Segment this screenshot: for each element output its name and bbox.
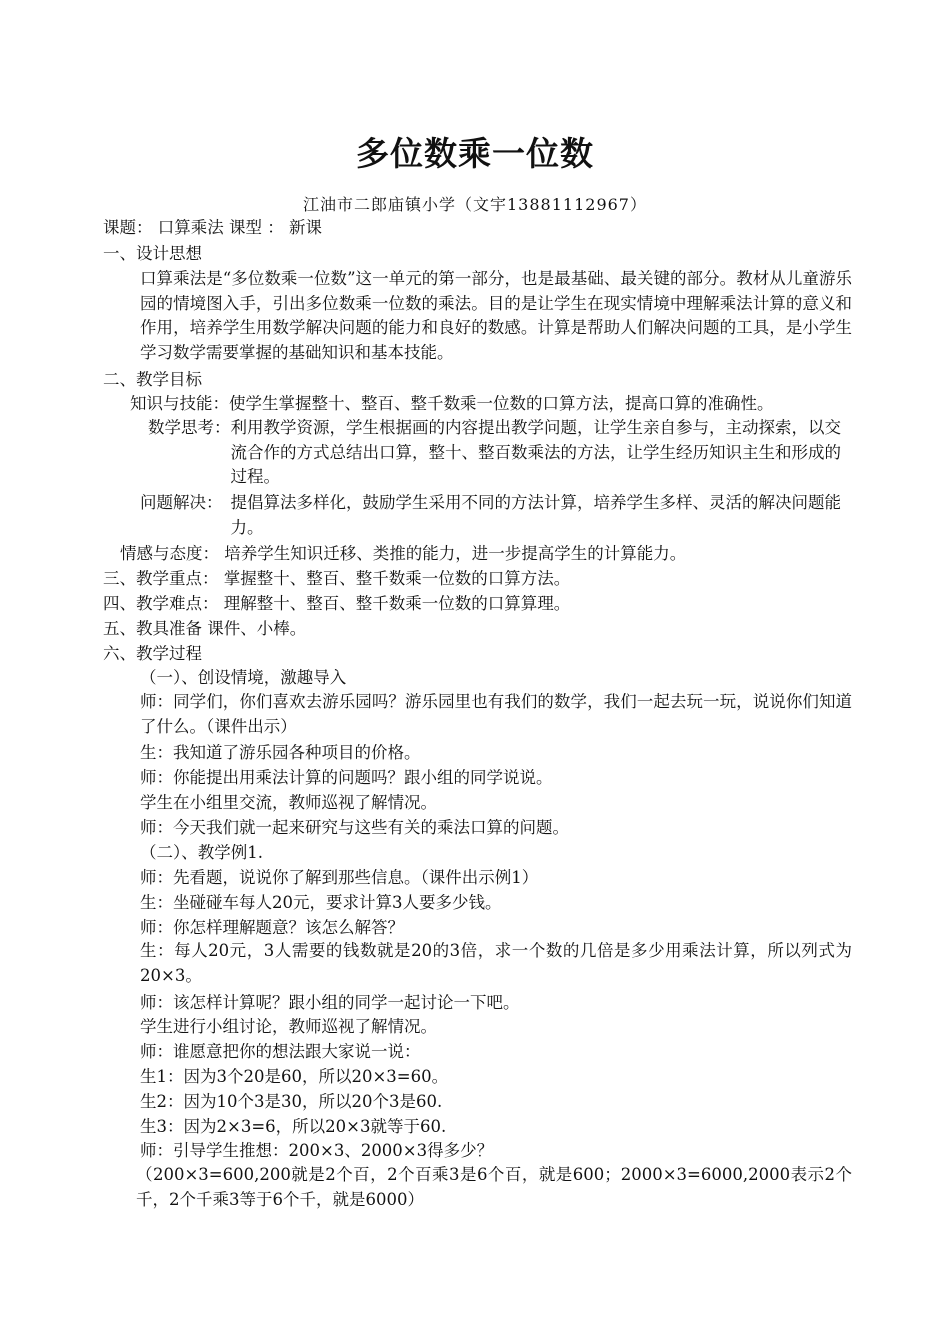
teacher-line: 师：先看题，说说你了解到那些信息。（课件出示例1） bbox=[140, 868, 539, 887]
goal-knowledge: 知识与技能：使学生掌握整十、整百、整千数乘一位数的口算方法，提高口算的准确性。 bbox=[130, 394, 774, 413]
section-difficulty: 四、教学难点： 理解整十、整百、整千数乘一位数的口算算理。 bbox=[103, 594, 571, 613]
section-goals-heading: 二、教学目标 bbox=[103, 370, 202, 389]
section-process-heading: 六、教学过程 bbox=[103, 644, 202, 663]
process-step-1: （一）、创设情境，激趣导入 bbox=[140, 668, 347, 687]
goal-math-label: 数学思考： bbox=[148, 418, 231, 437]
student-line: 生：我知道了游乐园各种项目的价格。 bbox=[140, 743, 421, 762]
teacher-line: 师：今天我们就一起来研究与这些有关的乘法口算的问题。 bbox=[140, 818, 569, 837]
goal-problem bbox=[140, 491, 852, 540]
teacher-line: 师：该怎样计算呢？跟小组的同学一起讨论一下吧。 bbox=[140, 993, 520, 1012]
student-line: 生：坐碰碰车每人20元，要求计算3人要多少钱。 bbox=[140, 893, 502, 912]
goal-math bbox=[148, 416, 852, 490]
student-answer-1: 生1：因为3个20是60，所以20×3=60。 bbox=[140, 1067, 449, 1086]
teacher-line: 师：谁愿意把你的想法跟大家说一说： bbox=[140, 1042, 421, 1061]
student-answer-2: 生2：因为10个3是30，所以20个3是60. bbox=[140, 1092, 443, 1111]
author-line: 江油市二郎庙镇小学（文宇13881112967） bbox=[303, 195, 647, 214]
lesson-info: 课题： 口算乘法 课型 ： 新课 bbox=[103, 218, 322, 237]
goal-problem-text: 提倡算法多样化，鼓励学生采用不同的方法计算，培养学生多样、灵活的解决问题能力。 bbox=[230, 493, 841, 537]
class-note: 学生在小组里交流，教师巡视了解情况。 bbox=[140, 793, 437, 812]
process-step-2: （二）、教学例1. bbox=[140, 843, 263, 862]
section-design-text: 口算乘法是“多位数乘一位数”这一单元的第一部分，也是最基础、最关键的部分。教材从儿童游乐园的情境图入手，引出多位数乘一位数的乘法。目的是让学生在现实情境中理解乘法计算的意义和作用，培养学生用数学解决问题的能力和良好的数感。计算是帮助人们解决问题的工具，是小学生学习数学需要掌握的基础知识和基本技能。 bbox=[140, 269, 852, 363]
teacher-line: 师：引导学生推想：200×3、2000×3得多少？ bbox=[140, 1141, 494, 1160]
class-note: 学生进行小组讨论，教师巡视了解情况。 bbox=[140, 1017, 437, 1036]
student-line: 生：每人20元，3人需要的钱数就是20的3倍，求一个数的几倍是多少用乘法计算，所以列式为20×3。 bbox=[140, 941, 852, 985]
section-design-heading: 一、设计思想 bbox=[103, 244, 202, 263]
teacher-line: 师：你能提出用乘法计算的问题吗？跟小组的同学说说。 bbox=[140, 768, 553, 787]
goal-problem-label: 问题解决： bbox=[140, 493, 223, 512]
student-answer-3: 生3：因为2×3=6，所以20×3就等于60. bbox=[140, 1117, 447, 1136]
section-focus: 三、教学重点： 掌握整十、整百、整千数乘一位数的口算方法。 bbox=[103, 569, 571, 588]
teacher-line: 师：你怎样理解题意？该怎么解答？ bbox=[140, 918, 404, 937]
document-title: 多位数乘一位数 bbox=[356, 134, 594, 173]
teacher-line: 师：同学们，你们喜欢去游乐园吗？游乐园里也有我们的数学，我们一起去玩一玩，说说你们知道了什么。（课件出示） bbox=[140, 692, 852, 736]
goal-emotion: 情感与态度： 培养学生知识迁移、类推的能力，进一步提高学生的计算能力。 bbox=[120, 544, 687, 563]
explanation-note: （200×3=600,200就是2个百，2个百乘3是6个百，就是600；2000×3=6000,2000表示2个千，2个千乘3等于6个千，就是6000） bbox=[136, 1165, 852, 1209]
goal-math-text: 利用教学资源，学生根据画的内容提出教学问题，让学生亲自参与，主动探索，以交流合作的方式总结出口算，整十、整百数乘法的方法，让学生经历知识主生和形成的过程。 bbox=[230, 418, 841, 487]
section-tools: 五、教具准备 课件、小棒。 bbox=[103, 619, 307, 638]
